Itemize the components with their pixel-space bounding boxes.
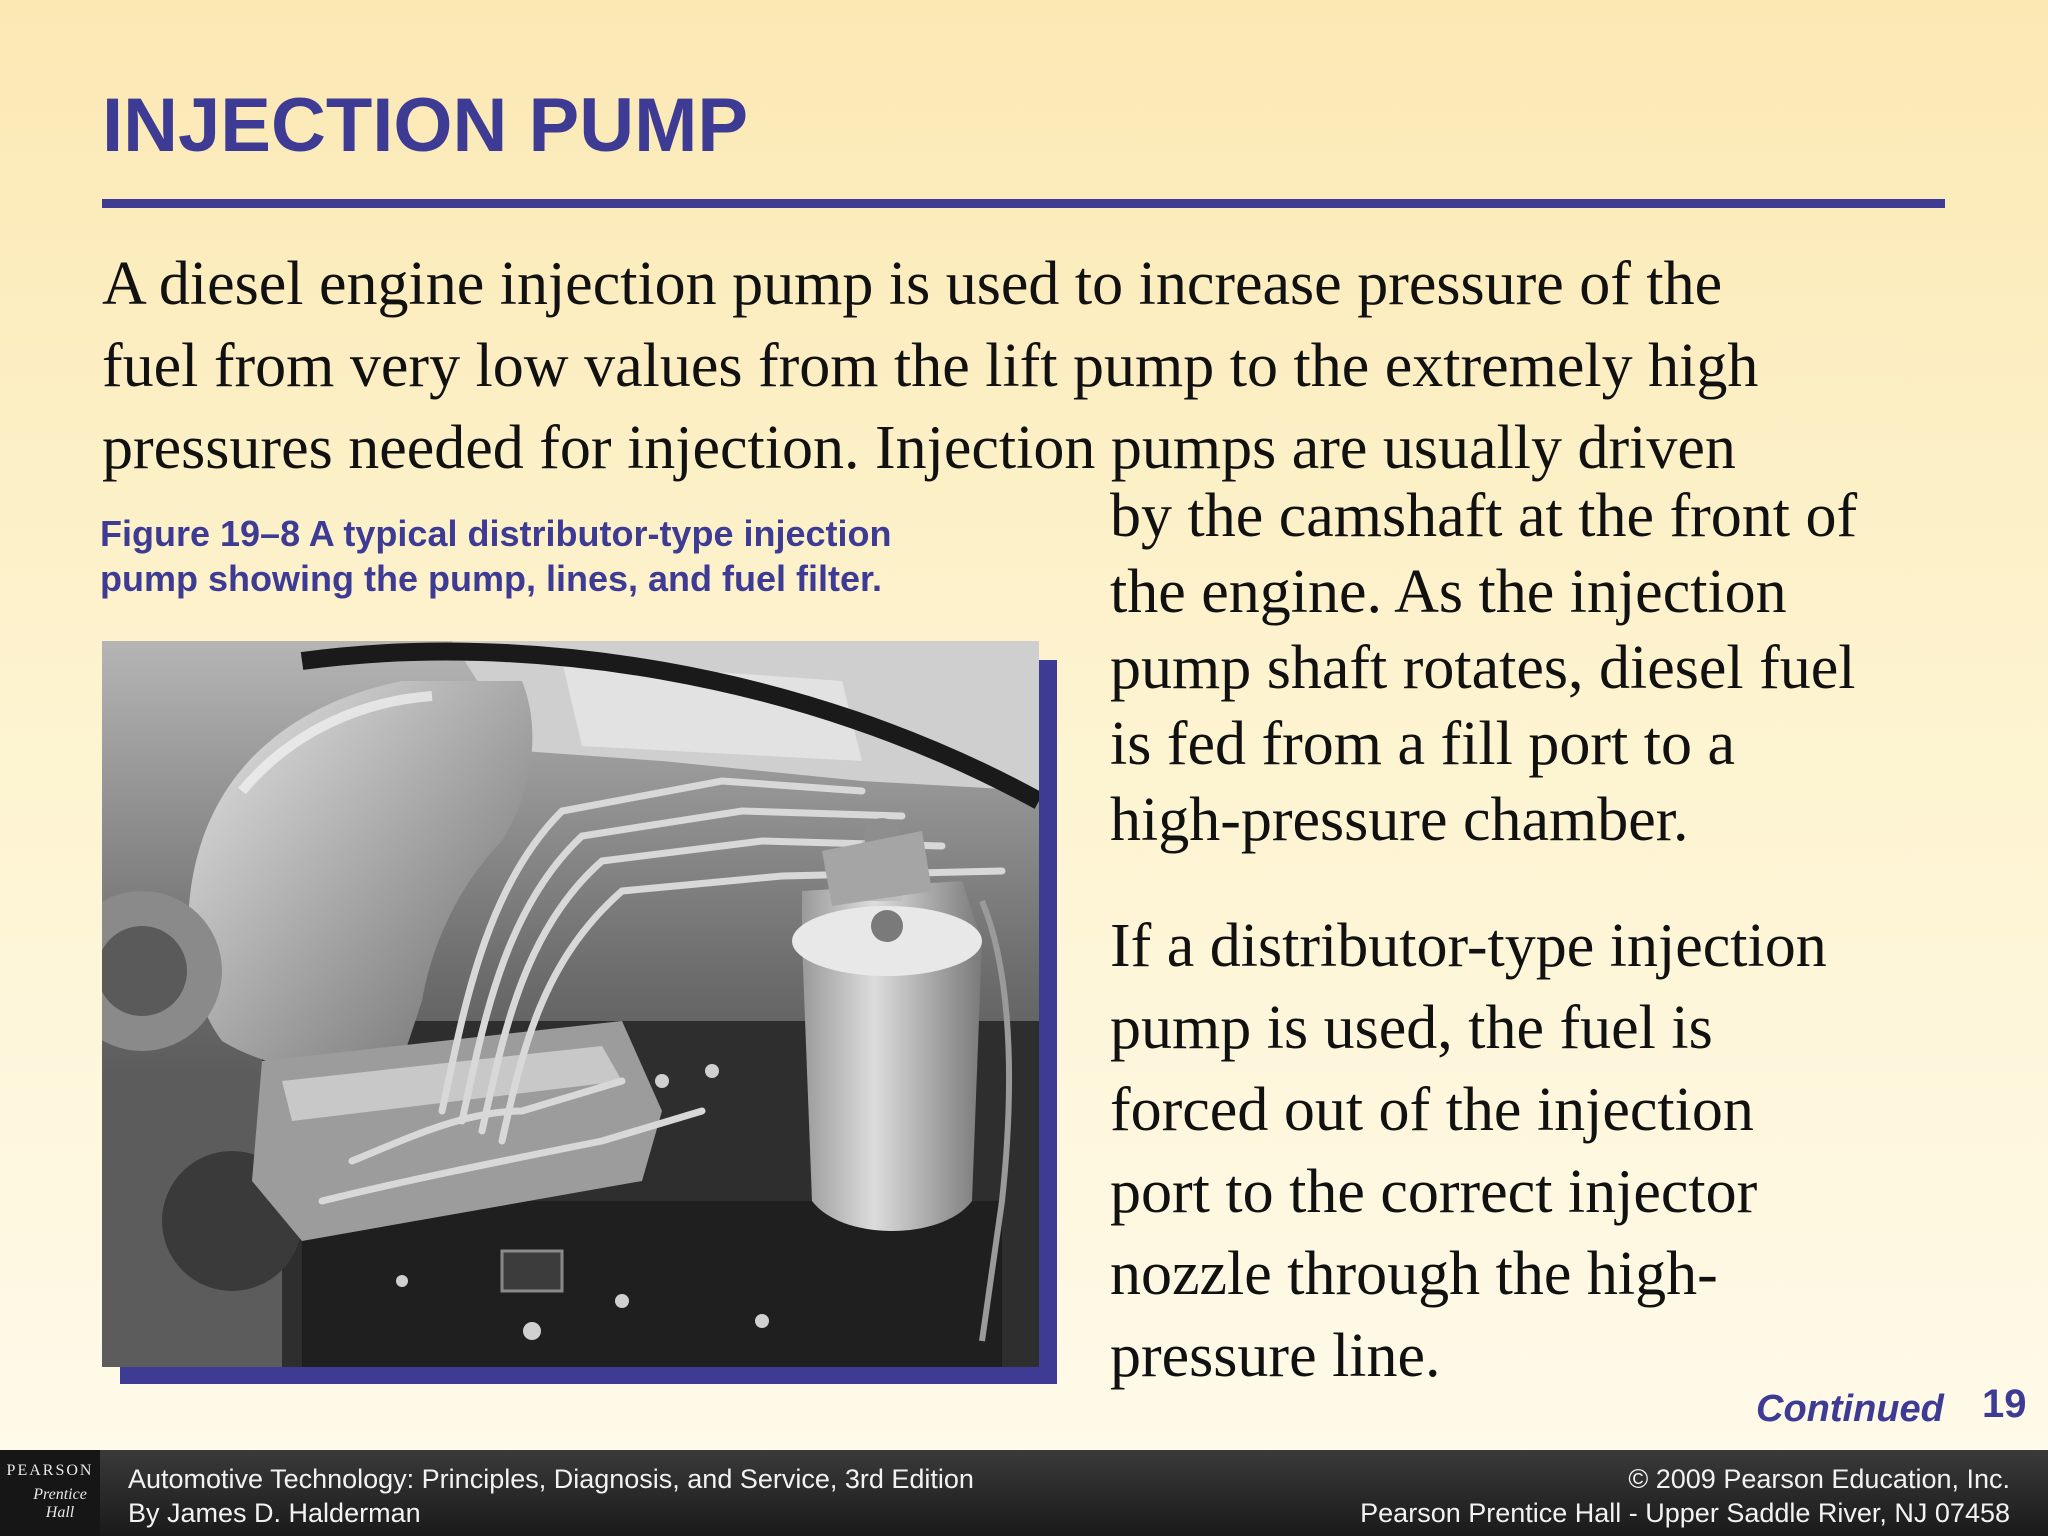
- footer-copyright-line: © 2009 Pearson Education, Inc.: [1628, 1464, 2010, 1494]
- figure-photo-engine: [102, 641, 1039, 1367]
- intro-paragraph: [102, 243, 1962, 489]
- continued-label: Continued: [1756, 1388, 1944, 1430]
- footer-publisher-line: Pearson Prentice Hall - Upper Saddle River, NJ 07458: [1360, 1498, 2010, 1528]
- body-line: pump shaft rotates, diesel fuel: [1110, 634, 1856, 702]
- logo-imprint-line: Prentice: [33, 1486, 87, 1503]
- footer-author: By James D. Halderman: [128, 1498, 421, 1528]
- pearson-prentice-hall-logo: [0, 1450, 100, 1536]
- figure-caption: [100, 511, 1040, 601]
- caption-line: Figure 19–8 A typical distributor-type injection: [100, 513, 892, 554]
- body-line: by the camshaft at the front of: [1110, 482, 1858, 550]
- body-line: high-pressure chamber.: [1110, 786, 1689, 854]
- caption-line: pump showing the pump, lines, and fuel filter.: [100, 558, 883, 599]
- body-line: pump is used, the fuel is: [1110, 994, 1713, 1062]
- body-line: pressure line.: [1110, 1322, 1441, 1390]
- body-line: forced out of the injection: [1110, 1076, 1754, 1144]
- body-paragraph-continued: [1110, 478, 1970, 858]
- page-number: 19: [1982, 1382, 2027, 1426]
- body-line: is fed from a fill port to a: [1110, 710, 1735, 778]
- title-divider: [102, 199, 1945, 208]
- logo-brand-text: PEARSON: [6, 1462, 94, 1479]
- intro-line: A diesel engine injection pump is used to increase pressure of the: [102, 250, 1723, 318]
- logo-imprint-line: Hall: [45, 1504, 75, 1521]
- slide-title: INJECTION PUMP: [102, 83, 749, 168]
- body-line: nozzle through the high-: [1110, 1240, 1718, 1308]
- footer-copyright: [1360, 1462, 2010, 1530]
- body-line: the engine. As the injection: [1110, 558, 1787, 626]
- footer-book-title: Automotive Technology: Principles, Diagnosis, and Service, 3rd Edition: [128, 1464, 974, 1494]
- footer-book-info: [128, 1462, 974, 1530]
- body-line: port to the correct injector: [1110, 1158, 1758, 1226]
- footer-bar: [0, 1450, 2048, 1536]
- logo-imprint-text: [30, 1486, 90, 1522]
- body-line: If a distributor-type injection: [1110, 912, 1827, 980]
- intro-line: fuel from very low values from the lift pump to the extremely high: [102, 332, 1759, 400]
- intro-line: pressures needed for injection. Injection pumps are usually driven: [102, 414, 1736, 482]
- body-paragraph-distributor: [1110, 905, 1970, 1397]
